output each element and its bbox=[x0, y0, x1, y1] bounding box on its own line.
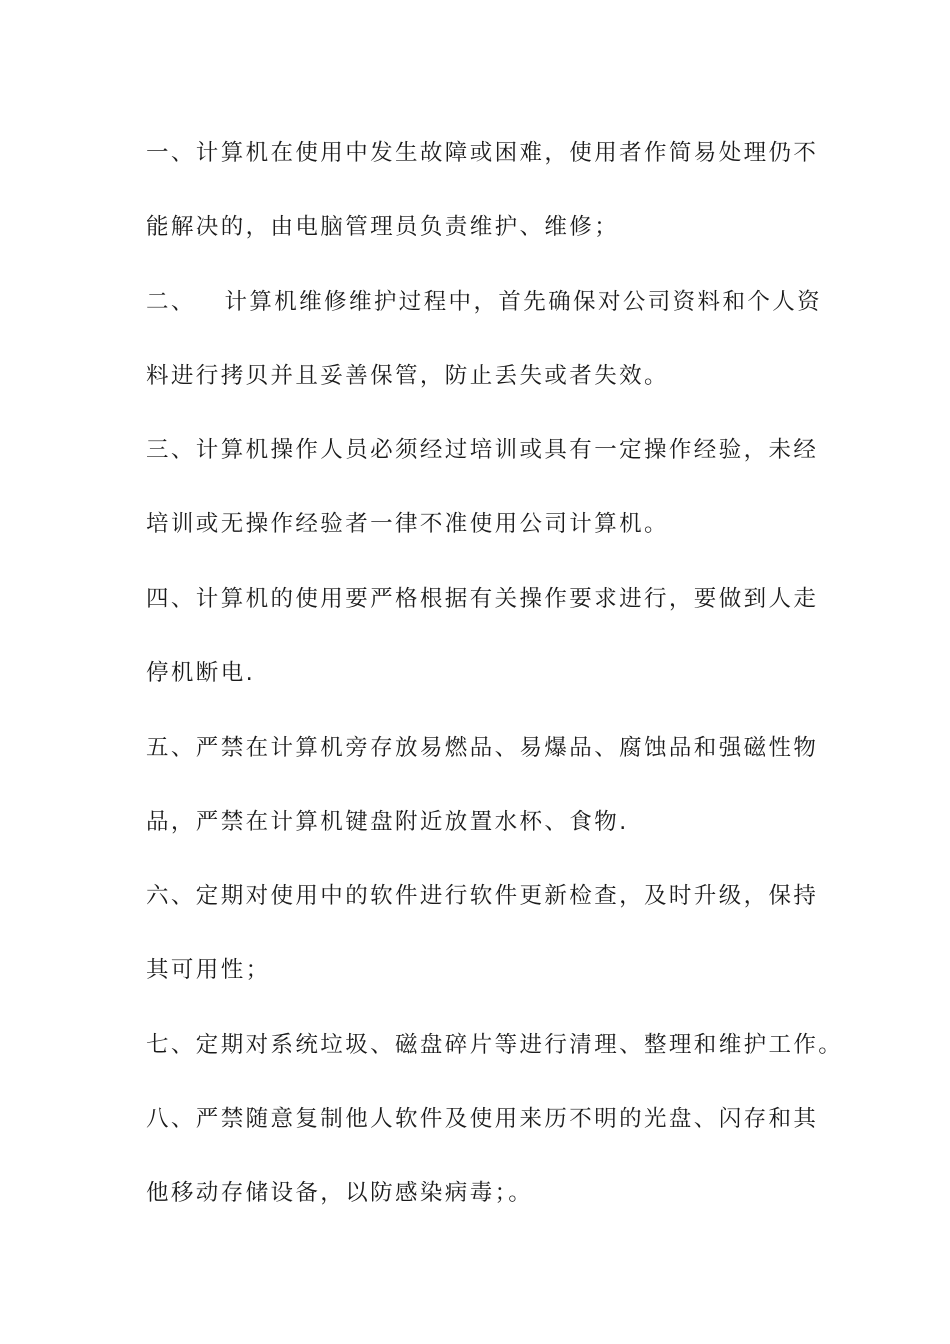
text-line: 三、计算机操作人员必须经过培训或具有一定操作经验，未经 bbox=[146, 437, 819, 463]
text-line: 五、严禁在计算机旁存放易燃品、易爆品、腐蚀品和强磁性物 bbox=[146, 735, 819, 761]
text-line: 四、计算机的使用要严格根据有关操作要求进行，要做到人走 bbox=[146, 586, 819, 612]
text-line: 二、 计算机维修维护过程中，首先确保对公司资料和个人资 bbox=[146, 289, 823, 315]
text-line: 他移动存储设备，以防感染病毒；。 bbox=[146, 1180, 534, 1206]
text-line: 七、定期对系统垃圾、磁盘碎片等进行清理、整理和维护工作。 bbox=[146, 1032, 844, 1058]
text-line: 其可用性； bbox=[146, 957, 271, 983]
text-line: 八、严禁随意复制他人软件及使用来历不明的光盘、闪存和其 bbox=[146, 1106, 819, 1132]
text-line: 料进行拷贝并且妥善保管，防止丢失或者失效。 bbox=[146, 363, 669, 389]
text-line: 培训或无操作经验者一律不准使用公司计算机。 bbox=[146, 511, 669, 537]
text-line: 停机断电. bbox=[146, 660, 256, 686]
text-line: 六、定期对使用中的软件进行软件更新检查，及时升级，保持 bbox=[146, 883, 819, 909]
text-line: 一、计算机在使用中发生故障或困难，使用者作简易处理仍不 bbox=[146, 140, 819, 166]
text-line: 品，严禁在计算机键盘附近放置水杯、食物. bbox=[146, 809, 629, 835]
text-line: 能解决的，由电脑管理员负责维护、维修； bbox=[146, 214, 620, 240]
